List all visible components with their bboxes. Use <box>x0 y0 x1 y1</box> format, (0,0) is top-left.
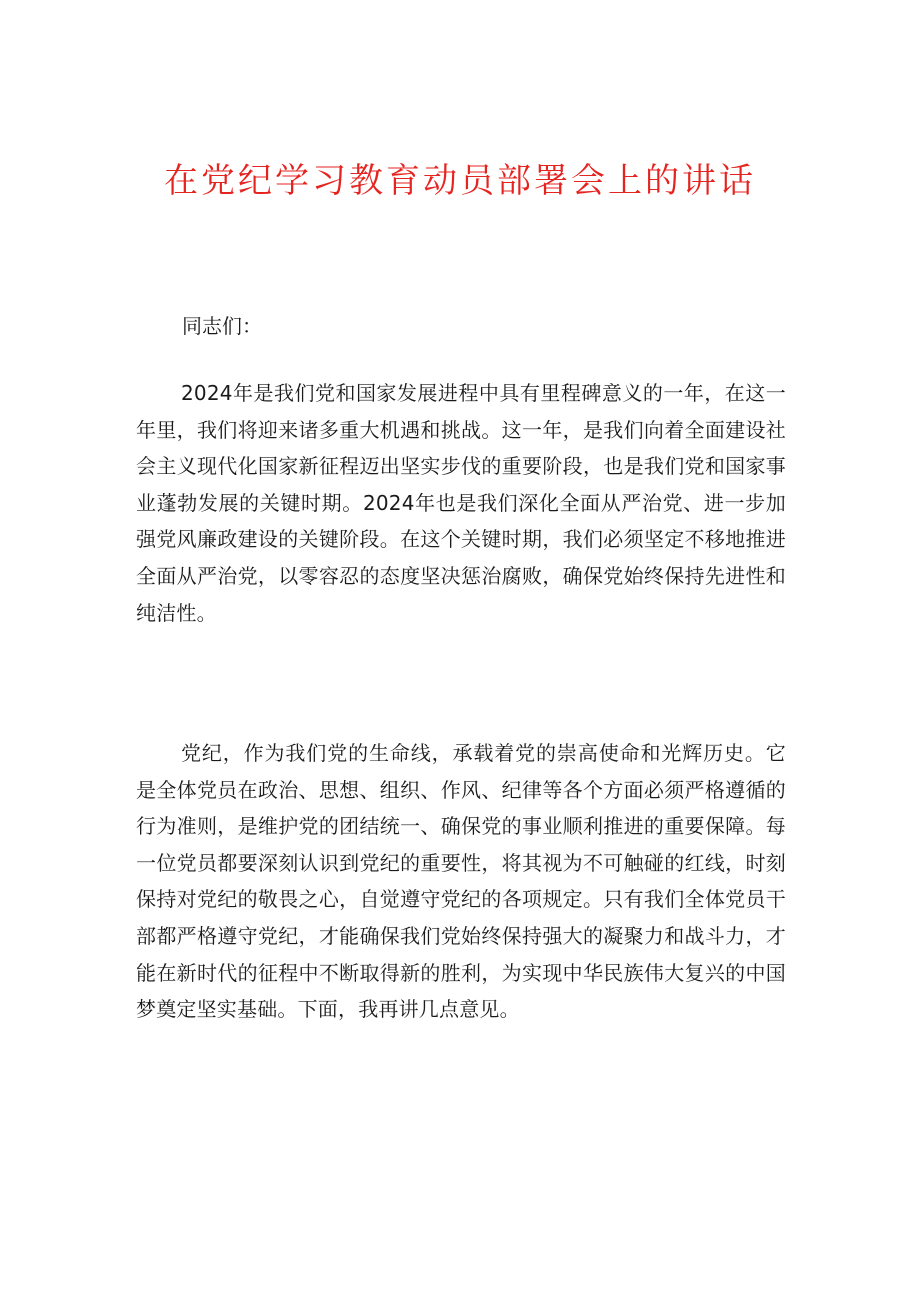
paragraph-1: 2024年是我们党和国家发展进程中具有里程碑意义的一年，在这一年里，我们将迎来诸多重大机遇和挑战。这一年，是我们向着全面建设社会主义现代化国家新征程迈出坚实步伐的重要阶段，也是我们党和国家事业蓬勃发展的关键时期。2024年也是我们深化全面从严治党、进一步加强党风廉政建设的关键阶段。在这个关键时期，我们必须坚定不移地推进全面从严治党，以零容忍的态度坚决惩治腐败，确保党始终保持先进性和纯洁性。 <box>136 381 786 625</box>
salutation: 同志们： <box>182 314 262 338</box>
document-title: 在党纪学习教育动员部署会上的讲话 <box>164 161 756 201</box>
paragraph-2: 党纪，作为我们党的生命线，承载着党的崇高使命和光辉历史。它是全体党员在政治、思想、组织、作风、纪律等各个方面必须严格遵循的行为准则，是维护党的团结统一、确保党的事业顺利推进的重要保障。每一位党员都要深刻认识到党纪的重要性，将其视为不可触碰的红线，时刻保持对党纪的敬畏之心，自觉遵守党纪的各项规定。只有我们全体党员干部都严格遵守党纪，才能确保我们党始终保持强大的凝聚力和战斗力，才能在新时代的征程中不断取得新的胜利，为实现中华民族伟大复兴的中国梦奠定坚实基础。下面，我再讲几点意见。 <box>136 741 786 1022</box>
